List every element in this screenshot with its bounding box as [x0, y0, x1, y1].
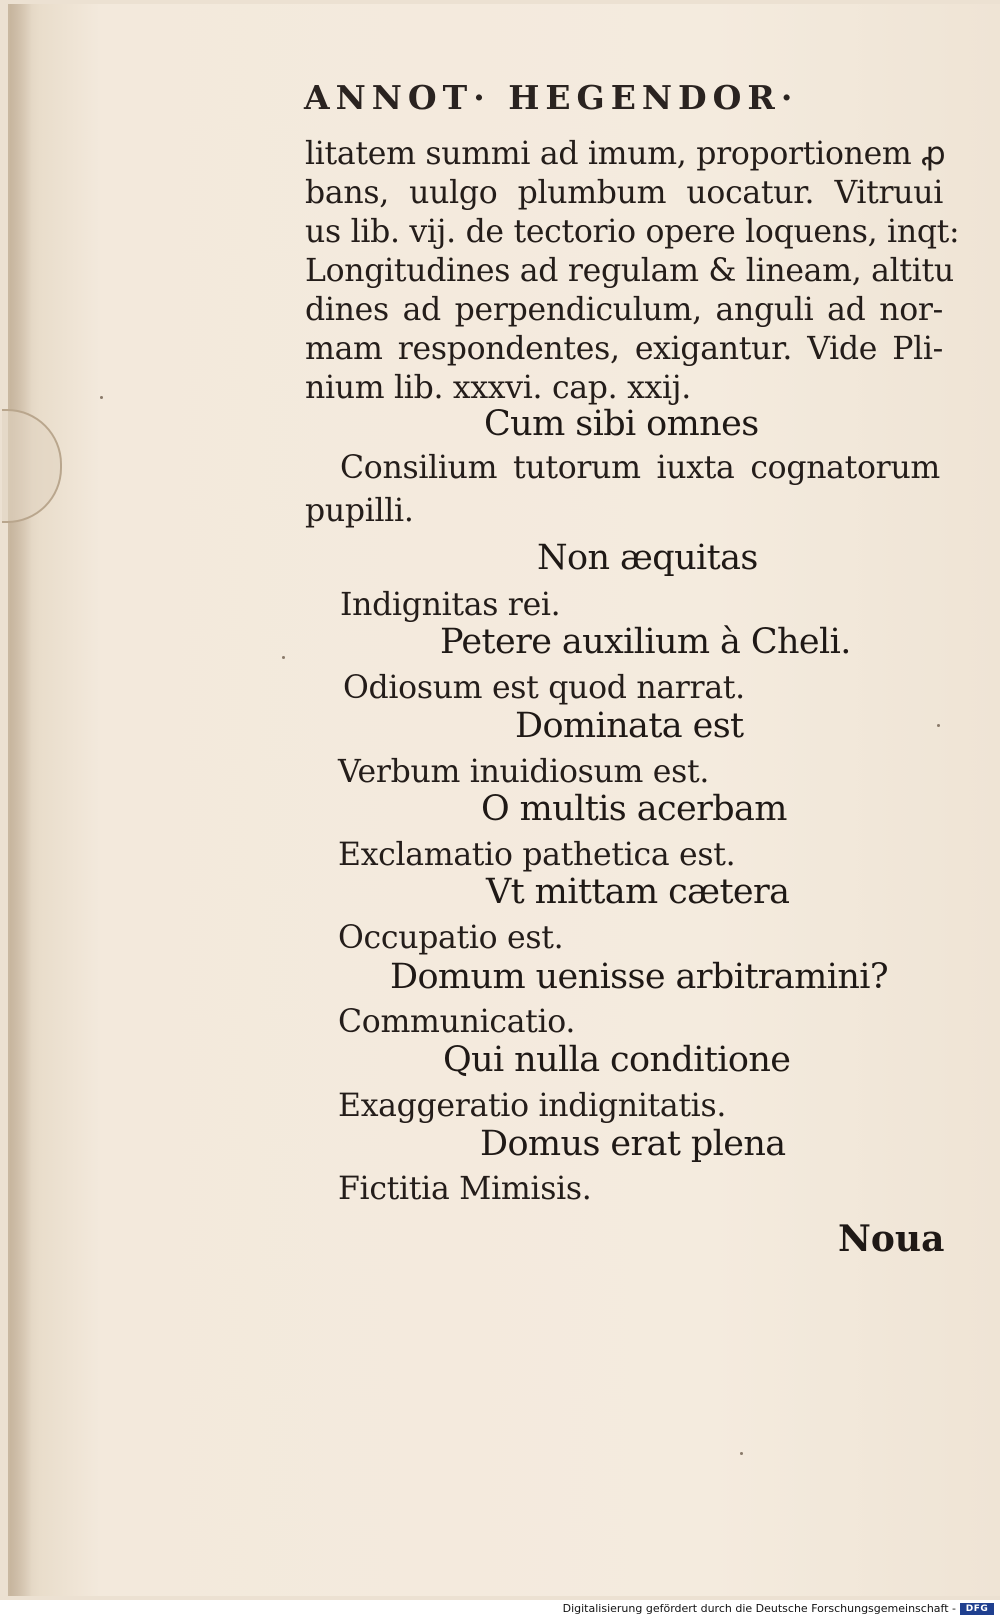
note-1: Consilium tutorum iuxta cognatorum	[340, 450, 940, 486]
running-head: ANNOT· HEGENDOR·	[304, 78, 799, 117]
body-line-2: bans, uulgo plumbum uocatur. Vitruui	[305, 175, 943, 211]
note-4: Verbum inuidiosum est.	[338, 754, 710, 790]
body-line-3: us lib. vij. de tectorio opere loquens, inqt:	[305, 214, 960, 250]
body-line-1: litatem summi ad imum, proportionem ꝓ	[305, 136, 946, 172]
paper-speck	[282, 656, 285, 659]
paper-speck	[740, 1452, 743, 1455]
lemma-1: Cum sibi omnes	[484, 404, 759, 444]
note-6: Occupatio est.	[338, 920, 564, 956]
lemma-4: Dominata est	[515, 706, 744, 746]
lemma-3: Petere auxilium à Cheli.	[440, 622, 851, 662]
clasp-mark	[2, 409, 62, 523]
catchword: Noua	[838, 1218, 945, 1260]
note-7: Communicatio.	[338, 1004, 576, 1040]
note-9: Fictitia Mimisis.	[338, 1171, 592, 1207]
note-2: Indignitas rei.	[340, 587, 561, 623]
body-line-6: mam respondentes, exigantur. Vide Pli-	[305, 331, 943, 367]
note-3: Odiosum est quod narrat.	[343, 670, 745, 706]
page-gutter-shadow	[10, 4, 32, 1596]
note-1-cont: pupilli.	[305, 493, 414, 529]
lemma-6: Vt mittam cætera	[486, 872, 790, 912]
body-line-5: dines ad perpendiculum, anguli ad nor-	[305, 292, 943, 328]
note-8: Exaggeratio indignitatis.	[338, 1088, 727, 1124]
lemma-9: Domus erat plena	[480, 1124, 786, 1164]
lemma-2: Non æquitas	[537, 538, 758, 578]
note-5: Exclamatio pathetica est.	[338, 837, 736, 873]
body-line-7: nium lib. xxxvi. cap. xxij.	[305, 370, 691, 406]
body-line-4: Longitudines ad regulam & lineam, altitu	[305, 253, 954, 289]
paper-speck	[937, 724, 940, 727]
lemma-5: O multis acerbam	[481, 789, 787, 829]
dfg-logo: DFG	[960, 1603, 994, 1615]
funding-credit: Digitalisierung gefördert durch die Deutsche Forschungsgemeinschaft -	[562, 1602, 956, 1615]
paper-speck	[100, 396, 103, 399]
lemma-7: Domum uenisse arbitramini?	[390, 957, 889, 997]
lemma-8: Qui nulla conditione	[443, 1040, 791, 1080]
